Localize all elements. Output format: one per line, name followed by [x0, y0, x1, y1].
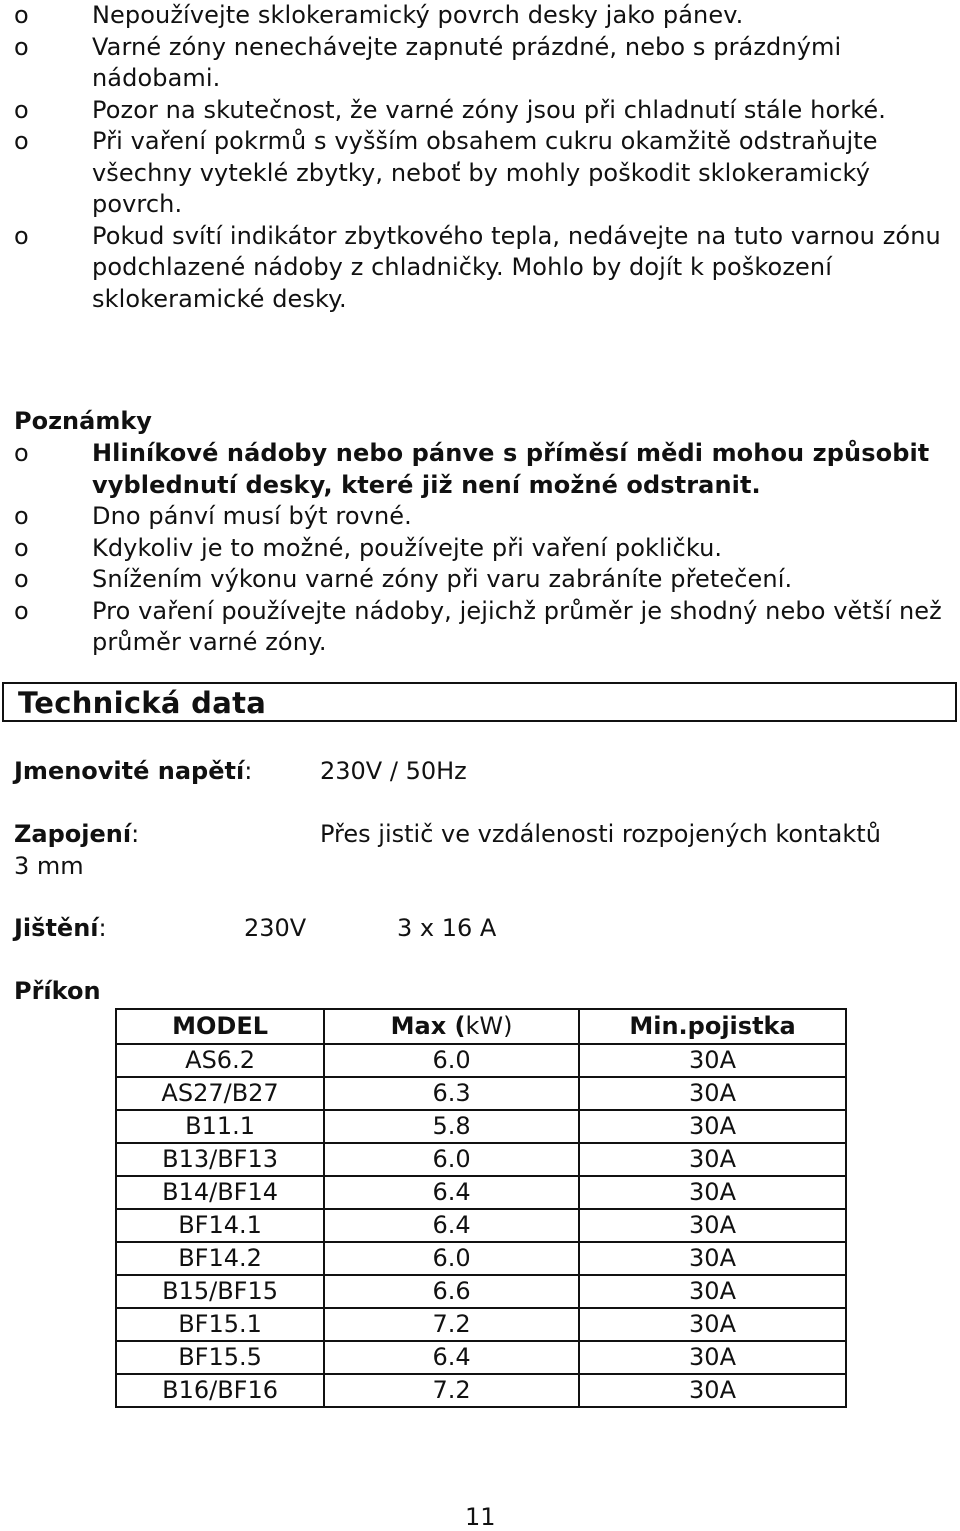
- cell-max: 6.6: [324, 1275, 579, 1308]
- cell-model: BF15.1: [116, 1308, 324, 1341]
- cell-fuse: 30A: [579, 1275, 846, 1308]
- cell-model: B14/BF14: [116, 1176, 324, 1209]
- bullet-icon: o: [14, 502, 29, 530]
- list-item: [0, 126, 960, 221]
- warning-text: Varné zóny nenechávejte zapnuté prázdné, nebo s prázdnými nádobami.: [92, 32, 842, 92]
- cell-fuse: 30A: [579, 1143, 846, 1176]
- power-label: Příkon: [14, 977, 101, 1005]
- table-row: [116, 1110, 846, 1143]
- cell-fuse: 30A: [579, 1308, 846, 1341]
- list-item: [0, 438, 960, 501]
- warning-text: Při vaření pokrmů s vyšším obsahem cukru okamžitě odstraňujte všechny vyteklé zbytky, neboť by mohly poškodit sklokeramický povrch.: [92, 127, 878, 218]
- cell-fuse: 30A: [579, 1209, 846, 1242]
- header-max-text: Max (: [390, 1012, 466, 1040]
- fuse-label: Jištění: [14, 914, 99, 942]
- cell-model: B13/BF13: [116, 1143, 324, 1176]
- cell-model: B11.1: [116, 1110, 324, 1143]
- note-text: Hliníkové nádoby nebo pánve s příměsí mědi mohou způsobit vyblednutí desky, které již není možné odstranit.: [92, 439, 930, 499]
- cell-max: 7.2: [324, 1374, 579, 1407]
- notes-list: [0, 438, 960, 659]
- cell-fuse: 30A: [579, 1176, 846, 1209]
- bullet-icon: o: [14, 533, 29, 562]
- cell-fuse: 30A: [579, 1044, 846, 1077]
- fuse-value: 3 x 16 A: [397, 914, 497, 942]
- power-table: [115, 1008, 847, 1408]
- cell-fuse: 30A: [579, 1077, 846, 1110]
- technical-section-header: [2, 682, 957, 722]
- table-row: [116, 1341, 846, 1374]
- bullet-icon: o: [14, 127, 29, 155]
- header-fuse: Min.pojistka: [579, 1009, 846, 1044]
- section-title: Technická data: [18, 686, 267, 720]
- list-item: [0, 221, 960, 316]
- list-item: [0, 0, 960, 32]
- cell-model: BF15.5: [116, 1341, 324, 1374]
- list-item: [0, 596, 960, 659]
- cell-model: AS27/B27: [116, 1077, 324, 1110]
- connection-row: [14, 820, 139, 848]
- note-text: Snížením výkonu varné zóny při varu zabráníte přetečení.: [92, 565, 793, 593]
- voltage-label: Jmenovité napětí: [14, 757, 245, 785]
- table-row: [116, 1143, 846, 1176]
- table-row: [116, 1242, 846, 1275]
- bullet-icon: o: [14, 221, 29, 250]
- table-row: [116, 1374, 846, 1407]
- cell-max: 5.8: [324, 1110, 579, 1143]
- note-text: Dno pánví musí být rovné.: [92, 502, 412, 530]
- cell-max: 6.4: [324, 1209, 579, 1242]
- voltage-value: 230V / 50Hz: [320, 757, 467, 785]
- bullet-icon: o: [14, 1, 29, 29]
- connection-value: Přes jistič ve vzdálenosti rozpojených kontaktů: [320, 820, 881, 848]
- note-text: Kdykoliv je to možné, používejte při vaření pokličku.: [92, 533, 723, 562]
- list-item: [0, 564, 960, 596]
- cell-model: BF14.1: [116, 1209, 324, 1242]
- voltage-row: [14, 757, 252, 785]
- cell-max: 6.0: [324, 1143, 579, 1176]
- fuse-row: [14, 914, 107, 942]
- table-row: [116, 1308, 846, 1341]
- list-item: [0, 501, 960, 533]
- cell-fuse: 30A: [579, 1242, 846, 1275]
- note-text: Pro vaření používejte nádoby, jejichž průměr je shodný nebo větší než průměr varné zóny.: [92, 596, 942, 656]
- cell-max: 6.0: [324, 1044, 579, 1077]
- cell-max: 6.0: [324, 1242, 579, 1275]
- list-item: [0, 32, 960, 95]
- cell-model: BF14.2: [116, 1242, 324, 1275]
- cell-model: AS6.2: [116, 1044, 324, 1077]
- list-item: [0, 95, 960, 127]
- warnings-list: [0, 0, 960, 315]
- header-model: MODEL: [116, 1009, 324, 1044]
- table-row: [116, 1044, 846, 1077]
- warning-text: Pokud svítí indikátor zbytkového tepla, nedávejte na tuto varnou zónu podchlazené nádoby z chladničky. Mohlo by dojít k poškození sklokeramické desky.: [92, 221, 941, 313]
- fuse-voltage: 230V: [244, 914, 307, 942]
- connection-label: Zapojení: [14, 820, 132, 848]
- cell-max: 7.2: [324, 1308, 579, 1341]
- bullet-icon: o: [14, 596, 29, 625]
- table-row: [116, 1275, 846, 1308]
- table-row: [116, 1176, 846, 1209]
- warning-text: Nepoužívejte sklokeramický povrch desky jako pánev.: [92, 1, 744, 29]
- notes-heading: Poznámky: [14, 407, 152, 435]
- colon: :: [131, 820, 140, 848]
- cell-max: 6.4: [324, 1341, 579, 1374]
- bullet-icon: o: [14, 32, 29, 61]
- cell-model: B15/BF15: [116, 1275, 324, 1308]
- warning-text: Pozor na skutečnost, že varné zóny jsou při chladnutí stále horké.: [92, 95, 886, 124]
- bullet-icon: o: [14, 565, 29, 593]
- bullet-icon: o: [14, 95, 29, 124]
- header-max: [324, 1009, 579, 1044]
- table-row: [116, 1077, 846, 1110]
- cell-fuse: 30A: [579, 1341, 846, 1374]
- cell-model: B16/BF16: [116, 1374, 324, 1407]
- header-max-unit: kW): [465, 1012, 513, 1040]
- table-row: [116, 1209, 846, 1242]
- list-item: [0, 533, 960, 565]
- page-number: 11: [465, 1503, 496, 1531]
- cell-fuse: 30A: [579, 1374, 846, 1407]
- colon: :: [98, 914, 107, 942]
- cell-max: 6.4: [324, 1176, 579, 1209]
- colon: :: [244, 757, 253, 785]
- bullet-icon: o: [14, 439, 29, 467]
- cell-max: 6.3: [324, 1077, 579, 1110]
- table-header-row: [116, 1009, 846, 1044]
- connection-extra: 3 mm: [14, 852, 84, 880]
- cell-fuse: 30A: [579, 1110, 846, 1143]
